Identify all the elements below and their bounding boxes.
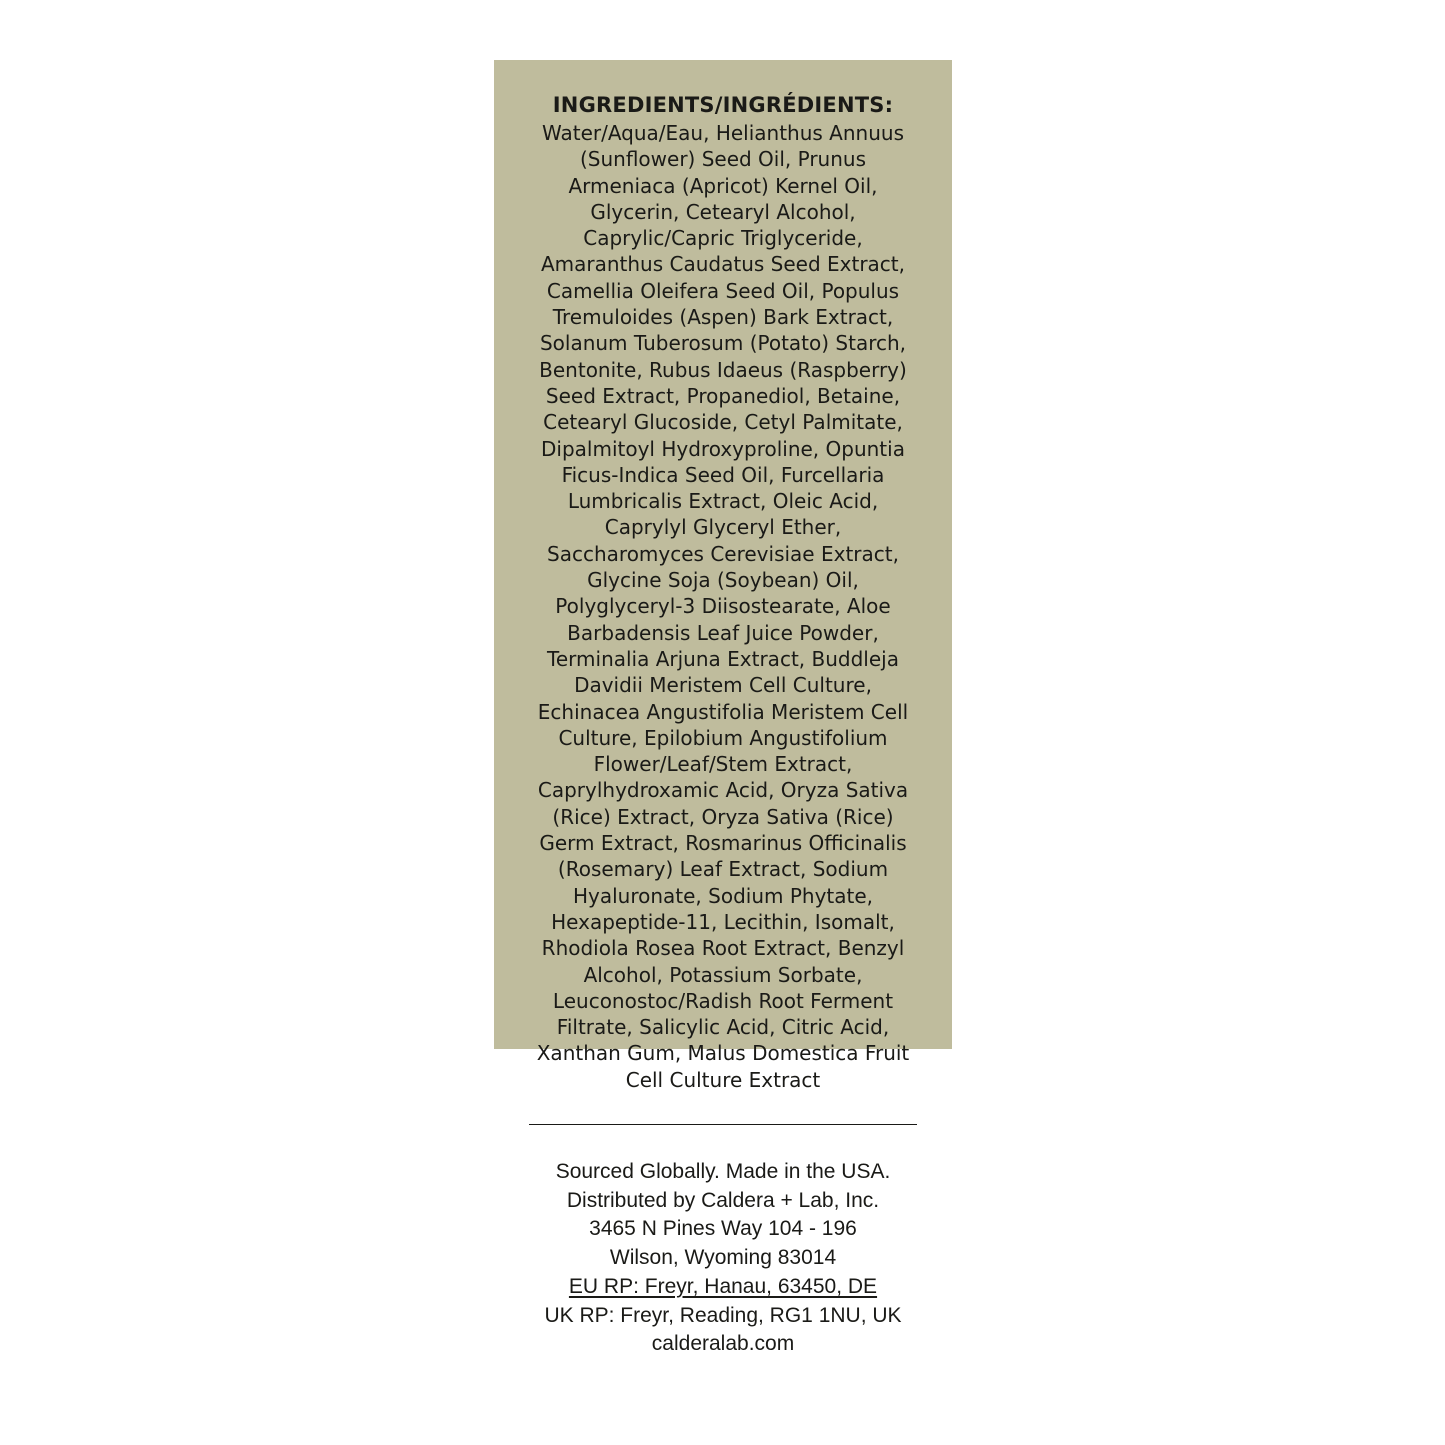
ingredient-line: Lumbricalis Extract, Oleic Acid,	[567, 489, 879, 514]
ingredient-line: Xanthan Gum, Malus Domestica Fruit	[536, 1041, 910, 1066]
ingredient-line: Hexapeptide-11, Lecithin, Isomalt,	[551, 909, 895, 934]
ingredient-line: Caprylhydroxamic Acid, Oryza Sativa	[537, 778, 909, 803]
website-url: calderalab.com	[651, 1332, 795, 1356]
sourced-statement: Sourced Globally. Made in the USA.	[555, 1160, 891, 1183]
ingredient-line: Alcohol, Potassium Sorbate,	[583, 962, 863, 987]
ingredient-line: Terminalia Arjuna Extract, Buddleja	[547, 646, 899, 671]
ingredient-line: Davidii Meristem Cell Culture,	[574, 673, 872, 698]
ingredient-line: Cetearyl Glucoside, Cetyl Palmitate,	[543, 410, 903, 435]
ingredient-line: Echinacea Angustifolia Meristem Cell	[537, 699, 909, 724]
ingredient-line: Saccharomyces Cerevisiae Extract,	[547, 541, 899, 566]
uk-responsible-person: UK RP: Freyr, Reading, RG1 1NU, UK	[544, 1303, 902, 1327]
ingredient-line: Seed Extract, Propanediol, Betaine,	[545, 383, 901, 408]
ingredient-line: (Sunflower) Seed Oil, Prunus	[579, 147, 867, 172]
ingredient-line: Polyglyceryl-3 Diisostearate, Aloe	[555, 594, 891, 619]
ingredient-line: Germ Extract, Rosmarinus Officinalis	[539, 831, 907, 856]
ingredient-line: (Rosemary) Leaf Extract, Sodium	[557, 857, 889, 882]
ingredient-line: Bentonite, Rubus Idaeus (Raspberry)	[539, 357, 907, 382]
ingredient-line: Water/Aqua/Eau, Helianthus Annuus	[541, 121, 904, 145]
ingredient-line: Armeniaca (Apricot) Kernel Oil,	[568, 173, 878, 198]
ingredients-heading: INGREDIENTS/INGRÉDIENTS:	[552, 93, 894, 117]
distributor-name: Distributed by Caldera + Lab, Inc.	[566, 1188, 880, 1212]
ingredient-line: Glycine Soja (Soybean) Oil,	[587, 568, 859, 593]
ingredient-line: (Rice) Extract, Oryza Sativa (Rice)	[552, 804, 894, 829]
company-info	[494, 1158, 952, 1359]
ingredients-list	[494, 90, 952, 1093]
ingredient-line: Ficus-Indica Seed Oil, Furcellaria	[561, 462, 885, 487]
address-city: Wilson, Wyoming 83014	[609, 1246, 837, 1270]
ingredient-line: Leuconostoc/Radish Root Ferment	[552, 988, 894, 1013]
ingredient-line: Rhodiola Rosea Root Extract, Benzyl	[541, 936, 905, 961]
ingredient-line: Hyaluronate, Sodium Phytate,	[572, 883, 874, 908]
ingredient-line: Tremuloides (Aspen) Bark Extract,	[552, 305, 894, 330]
address-street: 3465 N Pines Way 104 - 196	[589, 1217, 857, 1241]
ingredient-line: Cell Culture Extract	[625, 1067, 821, 1092]
ingredient-line: Flower/Leaf/Stem Extract,	[593, 752, 853, 777]
ingredient-line: Amaranthus Caudatus Seed Extract,	[540, 252, 906, 277]
ingredient-line: Camellia Oleifera Seed Oil, Populus	[546, 278, 900, 303]
ingredient-line: Filtrate, Salicylic Acid, Citric Acid,	[556, 1015, 890, 1040]
ingredient-line: Solanum Tuberosum (Potato) Starch,	[539, 331, 907, 356]
section-divider	[529, 1124, 917, 1125]
ingredient-line: Glycerin, Cetearyl Alcohol,	[590, 199, 856, 224]
eu-responsible-person: EU RP: Freyr, Hanau, 63450, DE	[568, 1274, 878, 1298]
ingredient-line: Barbadensis Leaf Juice Powder,	[567, 620, 879, 645]
ingredients-label-panel	[494, 60, 952, 1092]
ingredient-line: Caprylyl Glyceryl Ether,	[604, 515, 842, 540]
ingredient-line: Dipalmitoyl Hydroxyproline, Opuntia	[541, 436, 905, 461]
ingredient-line: Caprylic/Capric Triglyceride,	[583, 226, 863, 251]
ingredient-line: Culture, Epilobium Angustifolium	[558, 725, 888, 750]
